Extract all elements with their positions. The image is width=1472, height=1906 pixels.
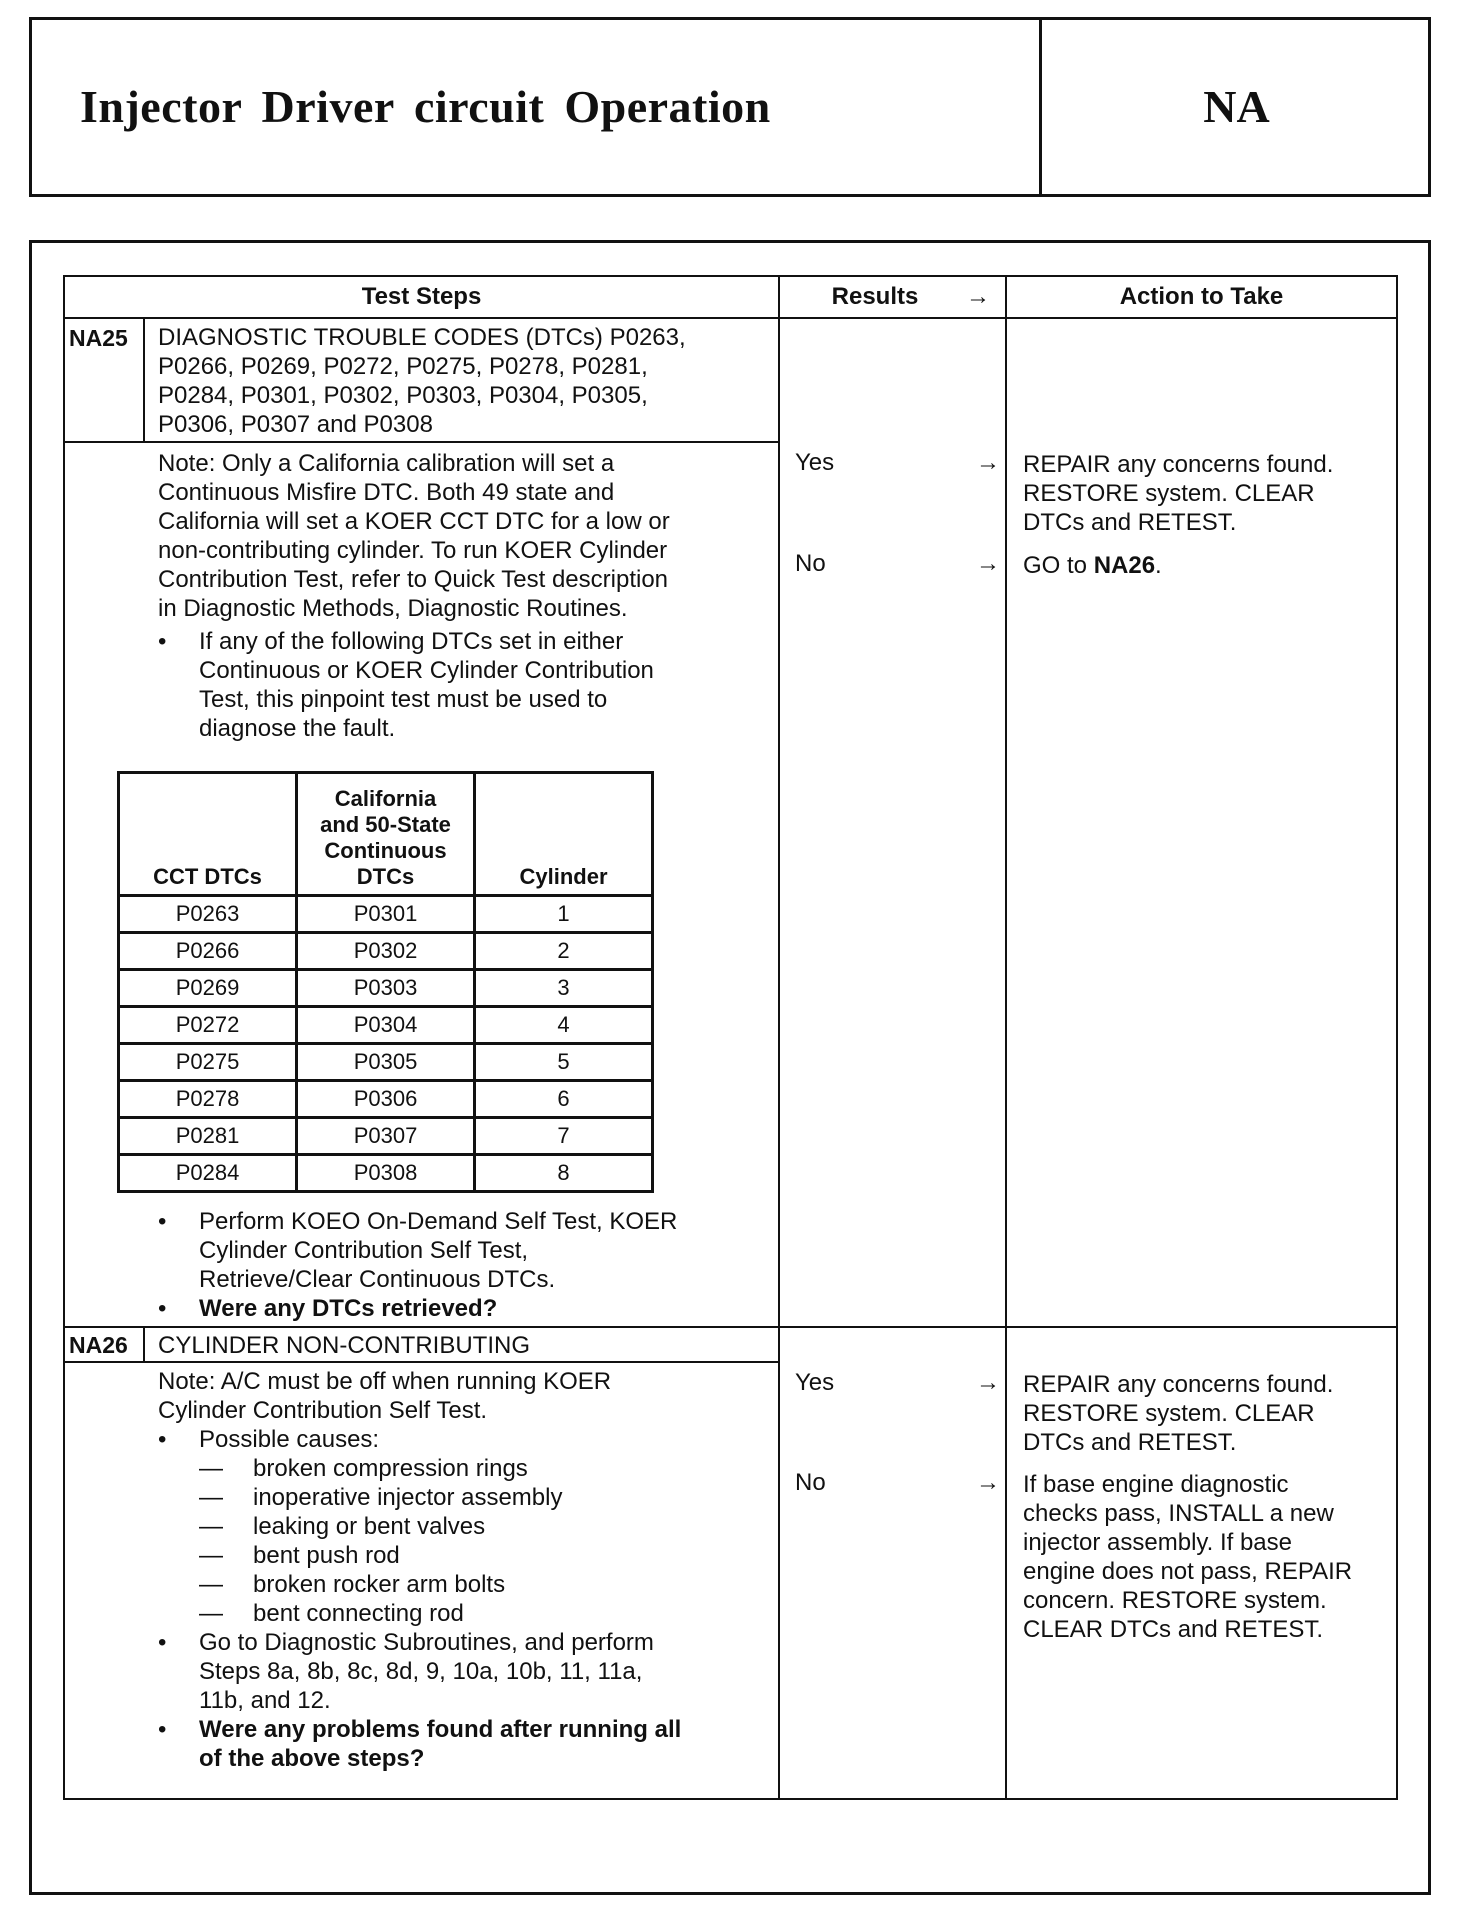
table-cell: P0306 bbox=[297, 1081, 475, 1118]
na26-bullet-subroutines: Go to Diagnostic Subroutines, and perform Steps 8a, 8b, 8c, 8d, 9, 10a, 10b, 11, 11a, 11b, and 12. bbox=[199, 1629, 654, 1714]
table-cell: P0269 bbox=[119, 970, 297, 1007]
diagnostic-table bbox=[63, 275, 1398, 1800]
table-cell: P0275 bbox=[119, 1044, 297, 1081]
table-cell: 3 bbox=[475, 970, 653, 1007]
results-column-divider bbox=[778, 277, 780, 1798]
dash-marker: — bbox=[199, 1484, 223, 1511]
dash-marker: — bbox=[199, 1600, 223, 1627]
goto-step-link: NA26 bbox=[1093, 552, 1156, 579]
na25-bullet-perform: Perform KOEO On-Demand Self Test, KOER Cylinder Contribution Self Test, Retrieve/Clear Continuous DTCs. bbox=[199, 1208, 678, 1293]
na25-result-yes: Yes bbox=[795, 449, 835, 476]
table-row bbox=[119, 1007, 653, 1044]
step-divider bbox=[65, 1326, 1396, 1328]
table-cell: P0281 bbox=[119, 1118, 297, 1155]
na26-action-yes: REPAIR any concerns found. RESTORE system. CLEAR DTCs and RETEST. bbox=[1023, 1371, 1334, 1456]
table-row bbox=[119, 933, 653, 970]
na26-id-divider bbox=[143, 1326, 145, 1361]
na25-result-no: No bbox=[795, 550, 826, 577]
table-row bbox=[119, 970, 653, 1007]
table-cell: 4 bbox=[475, 1007, 653, 1044]
cause-item: broken compression rings bbox=[253, 1455, 528, 1482]
bullet-marker: • bbox=[158, 628, 167, 655]
step-title-na26: CYLINDER NON-CONTRIBUTING bbox=[158, 1332, 531, 1359]
na25-id-divider bbox=[143, 317, 145, 441]
bullet-marker: • bbox=[158, 1629, 167, 1656]
page-title: Injector Driver circuit Operation bbox=[80, 81, 771, 132]
table-cell: P0307 bbox=[297, 1118, 475, 1155]
bullet-marker: • bbox=[158, 1716, 167, 1743]
table-row bbox=[119, 1044, 653, 1081]
table-cell: 7 bbox=[475, 1118, 653, 1155]
table-cell: 2 bbox=[475, 933, 653, 970]
table-cell: 1 bbox=[475, 896, 653, 933]
results-header-arrow: → bbox=[966, 283, 990, 310]
table-cell: P0266 bbox=[119, 933, 297, 970]
na25-action-no: GO to NA26. bbox=[1023, 552, 1162, 579]
table-cell: P0278 bbox=[119, 1081, 297, 1118]
dtc-table-header-row bbox=[119, 773, 653, 896]
table-cell: P0284 bbox=[119, 1155, 297, 1192]
bullet-marker: • bbox=[158, 1208, 167, 1235]
table-cell: P0272 bbox=[119, 1007, 297, 1044]
cause-item: broken rocker arm bolts bbox=[253, 1571, 506, 1598]
column-header-results: Results bbox=[831, 283, 919, 310]
dtc-cylinder-table bbox=[117, 771, 654, 1193]
action-column-divider bbox=[1005, 277, 1007, 1798]
dtc-col-cylinder: Cylinder bbox=[475, 773, 653, 896]
dash-marker: — bbox=[199, 1542, 223, 1569]
dash-marker: — bbox=[199, 1513, 223, 1540]
na26-possible-causes: Possible causes: bbox=[199, 1426, 380, 1453]
na26-title-divider bbox=[65, 1361, 778, 1363]
dash-marker: — bbox=[199, 1455, 223, 1482]
na25-action-yes: REPAIR any concerns found. RESTORE system. CLEAR DTCs and RETEST. bbox=[1023, 451, 1334, 536]
table-cell: 8 bbox=[475, 1155, 653, 1192]
table-row bbox=[119, 1155, 653, 1192]
na26-question: Were any problems found after running all of the above steps? bbox=[199, 1716, 682, 1772]
table-row bbox=[119, 1081, 653, 1118]
cause-item: inoperative injector assembly bbox=[253, 1484, 563, 1511]
na26-result-no: No bbox=[795, 1469, 826, 1496]
table-cell: P0308 bbox=[297, 1155, 475, 1192]
header-row-divider bbox=[65, 317, 1396, 319]
step-title-na25: DIAGNOSTIC TROUBLE CODES (DTCs) P0263, P0266, P0269, P0272, P0275, P0278, P0281, P0284, P0301, P0302, P0303, P0304, P0305, P0306, P0307 and P0308 bbox=[158, 324, 686, 438]
arrow-icon: → bbox=[976, 449, 1000, 476]
table-cell: 6 bbox=[475, 1081, 653, 1118]
na26-action-no: If base engine diagnostic checks pass, INSTALL a new injector assembly. If base engine does not pass, REPAIR concern. RESTORE system. CLEAR DTCs and RETEST. bbox=[1023, 1471, 1353, 1643]
dash-marker: — bbox=[199, 1571, 223, 1598]
section-code: NA bbox=[1203, 81, 1270, 132]
dtc-col-cct: CCT DTCs bbox=[119, 773, 297, 896]
table-cell: P0303 bbox=[297, 970, 475, 1007]
cause-item: leaking or bent valves bbox=[253, 1513, 486, 1540]
arrow-icon: → bbox=[976, 1369, 1000, 1396]
step-id-na25: NA25 bbox=[69, 325, 128, 351]
na26-note: Note: A/C must be off when running KOER Cylinder Contribution Self Test. bbox=[158, 1368, 612, 1424]
table-cell: 5 bbox=[475, 1044, 653, 1081]
arrow-icon: → bbox=[976, 1469, 1000, 1496]
table-cell: P0263 bbox=[119, 896, 297, 933]
table-cell: P0301 bbox=[297, 896, 475, 933]
table-row bbox=[119, 896, 653, 933]
table-row bbox=[119, 1118, 653, 1155]
column-header-test-steps: Test Steps bbox=[361, 283, 482, 310]
bullet-marker: • bbox=[158, 1295, 167, 1322]
table-cell: P0305 bbox=[297, 1044, 475, 1081]
na25-note: Note: Only a California calibration will set a Continuous Misfire DTC. Both 49 state and California will set a KOER CCT DTC for a low or non-contributing cylinder. To run KOER Cylinder Contribution Test, refer to Quick Test description in Diagnostic Methods, Diagnostic Routines. bbox=[158, 450, 670, 622]
na25-bullet-dtc-set: If any of the following DTCs set in either Continuous or KOER Cylinder Contribution Test, this pinpoint test must be used to diagnose the fault. bbox=[199, 628, 654, 742]
na26-result-yes: Yes bbox=[795, 1369, 835, 1396]
step-id-na26: NA26 bbox=[69, 1332, 128, 1358]
bullet-marker: • bbox=[158, 1426, 167, 1453]
cause-item: bent connecting rod bbox=[253, 1600, 464, 1627]
column-header-action: Action to Take bbox=[1119, 283, 1284, 310]
table-cell: P0304 bbox=[297, 1007, 475, 1044]
arrow-icon: → bbox=[976, 550, 1000, 577]
na25-question: Were any DTCs retrieved? bbox=[199, 1295, 498, 1322]
header-box bbox=[29, 17, 1431, 197]
cause-item: bent push rod bbox=[253, 1542, 400, 1569]
na25-title-divider bbox=[65, 441, 778, 443]
table-cell: P0302 bbox=[297, 933, 475, 970]
dtc-col-continuous: California and 50-State Continuous DTCs bbox=[297, 773, 475, 896]
